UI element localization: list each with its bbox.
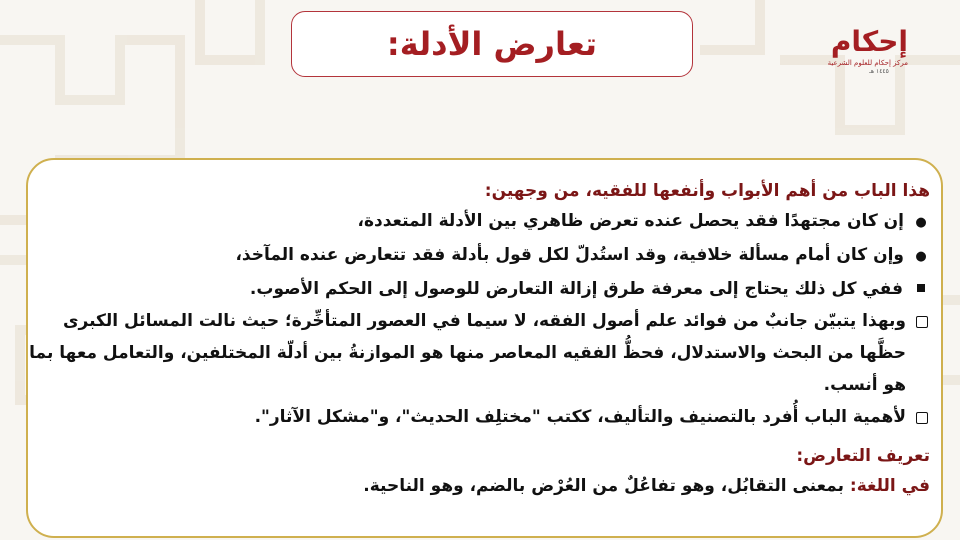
- conclusion-item: [28, 273, 930, 305]
- definition-line: [28, 470, 930, 502]
- square-bullet-icon: [917, 284, 925, 292]
- logo-date: ١٤٤٥ هـ: [869, 68, 889, 75]
- checkbox-bullet-icon: [916, 412, 928, 424]
- logo-subtitle: مركز إحكام للعلوم الشرعية: [827, 59, 908, 67]
- checkbox-bullet-icon: [916, 316, 928, 328]
- paragraph-item: [28, 305, 930, 401]
- slide-content: [28, 178, 930, 502]
- list-item-text: إن كان مجتهدًا فقد يحصل عنده تعرض ظاهري بين الأدلة المتعددة،: [357, 211, 904, 231]
- list-item: [28, 205, 930, 239]
- paragraph-text: وبهذا يتبيّن جانبٌ من فوائد علم أصول الفقه، لا سيما في العصور المتأخِّرة؛ حيث نالت المسائل الكبرى حظَّها من البحث والاستدلال، فحظُّ الفقيه المعاصر منها هو الموازنةُ بين أدلّة المختلفين، والتعامل معها بما هو أنسب.: [29, 311, 906, 395]
- list-item-text: وإن كان أمام مسألة خلافية، وقد استُدلّ لكل قول بأدلة فقد تتعارض عنده المآخذ،: [235, 245, 904, 265]
- logo-word: إحكام: [830, 25, 908, 58]
- paragraph-item: [28, 401, 930, 433]
- section-heading-importance: هذا الباب من أهم الأبواب وأنفعها للفقيه، من وجهين:: [484, 181, 930, 201]
- definition-text: بمعنى التقابُل، وهو تفاعُلٌ من العُرْض بالضم، وهو الناحية.: [363, 476, 850, 496]
- dot-bullet-icon: ●: [915, 249, 927, 264]
- dot-bullet-icon: ●: [915, 215, 927, 230]
- definition-label: في اللغة:: [849, 476, 930, 496]
- paragraph-text: لأهمية الباب أُفرد بالتصنيف والتأليف، ككتب "مختلِف الحديث"، و"مشكل الآثار".: [254, 407, 906, 427]
- slide-title: تعارض الأدلة:: [386, 25, 598, 63]
- conclusion-text: ففي كل ذلك يحتاج إلى معرفة طرق إزالة التعارض للوصول إلى الحكم الأصوب.: [249, 279, 903, 299]
- section-heading-definition: تعريف التعارض:: [796, 446, 930, 466]
- list-item: [28, 239, 930, 273]
- logo: [827, 25, 908, 93]
- title-box: [291, 11, 693, 77]
